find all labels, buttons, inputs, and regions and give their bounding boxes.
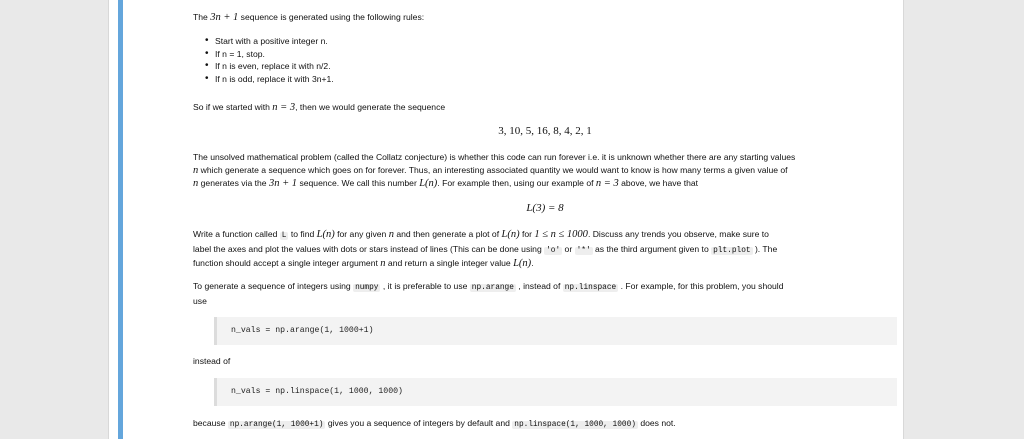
L3-display — [193, 202, 897, 215]
collatz-text: . For example then, using our example of — [437, 178, 596, 189]
math-Ln: L(n) — [316, 229, 335, 240]
task-line-2 — [193, 243, 897, 258]
math-expr: 3n + 1 — [268, 178, 298, 190]
collatz-text: which generate a sequence which goes on for forever. Thus, an interesting associated quantity we would want to know is how many terms a given value of — [198, 164, 788, 175]
rule-item: • If n = 1, stop. — [205, 48, 909, 61]
task-text: . — [531, 258, 534, 269]
numpy-line-1 — [193, 280, 897, 295]
numpy-text: . For example, for this problem, you should — [618, 281, 784, 291]
numpy-text: To generate a sequence of integers using — [193, 281, 354, 291]
L3-math: L(3) = 8 — [526, 202, 564, 214]
task-text: for any given — [334, 229, 389, 239]
code-block-linspace[interactable] — [214, 378, 897, 406]
math-range: 1 ≤ n ≤ 1000 — [534, 229, 588, 240]
inline-code: 'o' — [546, 246, 561, 255]
collatz-line-1: The unsolved mathematical problem (called the Collatz conjecture) is whether this code can run forever i.e. it is unknown whether there are any starting values — [193, 152, 796, 162]
task-text: for — [519, 229, 535, 239]
example-text-end: , then we would generate the sequence — [295, 102, 446, 112]
notebook-page — [108, 0, 904, 439]
numpy-paragraph — [193, 280, 897, 307]
example-paragraph — [193, 101, 897, 115]
inline-code: L — [281, 232, 287, 240]
example-text: So if we started with — [193, 102, 273, 112]
example-math: n = 3 — [272, 102, 296, 113]
collatz-text: above, we have that — [618, 178, 699, 189]
task-paragraph — [193, 228, 897, 271]
task-text: ). The — [752, 243, 778, 254]
because-text: gives you a sequence of integers by default and — [325, 418, 513, 428]
task-text: or — [562, 243, 575, 254]
rule-item: • If n is odd, replace it with 3n+1. — [205, 73, 909, 86]
collatz-paragraph — [193, 151, 897, 191]
inline-code: np.arange — [471, 284, 514, 292]
intro-paragraph — [193, 11, 897, 25]
task-text: and return a single integer value — [385, 258, 514, 269]
task-line-1 — [193, 228, 897, 243]
inline-code: np.arange(1, 1000+1) — [229, 421, 324, 429]
intro-text-end: sequence is generated using the following rules: — [238, 12, 425, 22]
numpy-text: , instead of — [515, 281, 563, 291]
task-text: as the third argument given to — [592, 243, 712, 254]
collatz-text: sequence. We call this number — [297, 178, 420, 189]
task-text: to find — [288, 229, 317, 239]
rules-list — [193, 35, 909, 85]
math-Ln: L(n) — [501, 229, 520, 240]
code-text: n_vals = np.linspace(1, 1000, 1000) — [231, 387, 403, 396]
numpy-text: , it is preferable to use — [380, 281, 470, 291]
math-n: n — [193, 178, 199, 190]
cell-selection-bar[interactable] — [118, 0, 123, 439]
sequence-display: 3, 10, 5, 16, 8, 4, 2, 1 — [498, 125, 592, 137]
inline-code: np.linspace — [564, 284, 617, 292]
math-n3: n = 3 — [595, 178, 619, 190]
task-line-3 — [193, 257, 897, 271]
code-text: n_vals = np.arange(1, 1000+1) — [231, 326, 374, 335]
rule-item: • If n is even, replace it with n/2. — [205, 60, 909, 73]
intro-math: 3n + 1 — [210, 12, 239, 23]
inline-code: plt.plot — [713, 246, 751, 255]
inline-code: np.linspace(1, 1000, 1000) — [514, 421, 636, 429]
task-text: label the axes and plot the values with dots or stars instead of lines (This can be done using — [193, 243, 545, 254]
rule-item: • Start with a positive integer n. — [205, 35, 909, 48]
collatz-line-2 — [193, 164, 897, 178]
because-paragraph — [193, 417, 897, 432]
inline-code: numpy — [355, 284, 379, 292]
math-Ln: L(n) — [419, 178, 438, 190]
code-block-arange[interactable] — [214, 317, 897, 345]
intro-text: The — [193, 12, 211, 22]
math-n: n — [193, 164, 199, 176]
instead-of-text: instead of — [193, 356, 231, 366]
math-n: n — [388, 229, 394, 240]
collatz-line-3 — [193, 177, 897, 191]
collatz-text: generates via the — [198, 178, 269, 189]
task-text: . Discuss any trends you observe, make sure to — [587, 229, 769, 239]
task-text: function should accept a single integer argument — [193, 258, 381, 269]
because-text: because — [193, 418, 228, 428]
because-text: does not. — [637, 418, 676, 428]
inline-code: '*' — [576, 246, 591, 255]
task-text: and then generate a plot of — [393, 229, 502, 239]
numpy-line-2: use — [193, 295, 207, 306]
task-text: Write a function called — [193, 229, 280, 239]
math-n: n — [380, 258, 386, 270]
math-Ln: L(n) — [513, 258, 532, 270]
